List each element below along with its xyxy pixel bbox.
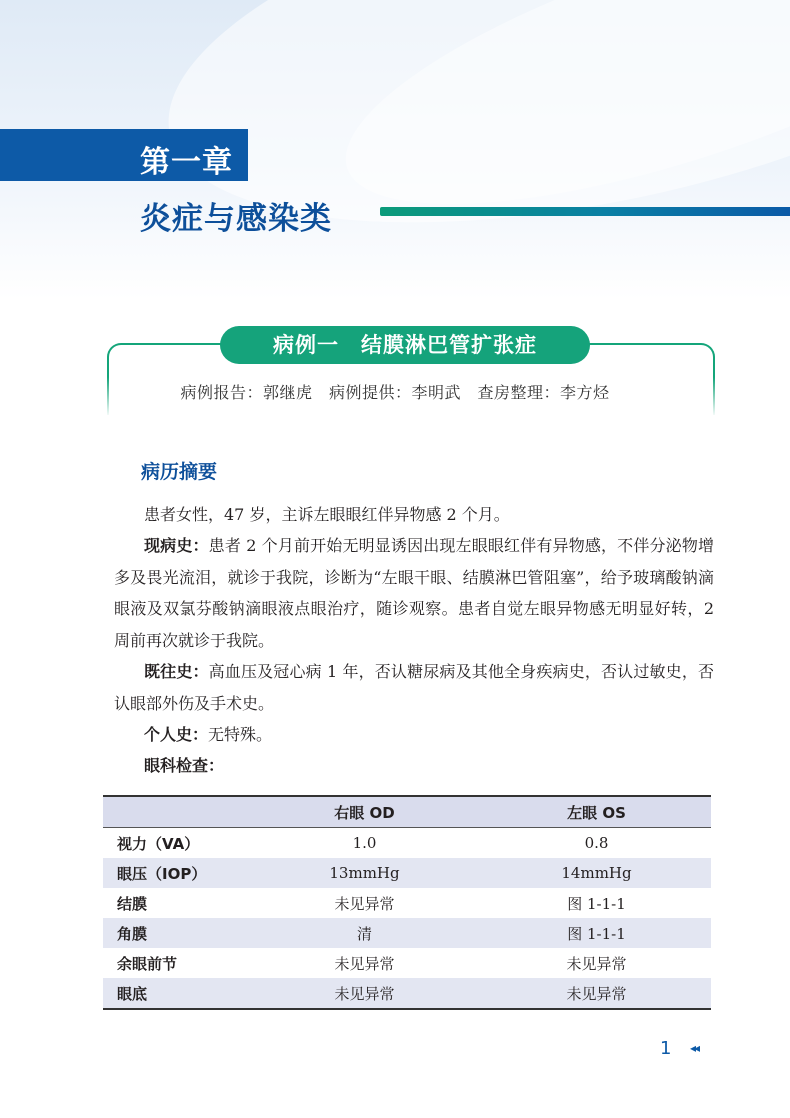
row-label: 眼底: [103, 978, 247, 1009]
page-number: 1: [660, 1038, 672, 1059]
chapter-label-band: [0, 129, 248, 181]
table-row: [103, 918, 711, 948]
personal-history-text: 无特殊。: [208, 725, 273, 744]
case-title-badge: [220, 326, 590, 364]
present-history-label: 现病史：: [144, 536, 209, 555]
personal-history-paragraph: [114, 719, 714, 751]
od-value: 未见异常: [334, 954, 395, 973]
od-value: 清: [247, 918, 482, 948]
page-arrows-icon: ◂◂: [690, 1041, 699, 1055]
od-value: 未见异常: [247, 978, 482, 1009]
table-row: [103, 858, 711, 888]
os-value: 未见异常: [566, 954, 627, 973]
table-row: [103, 978, 711, 1009]
table-header-od: 右眼 OD: [247, 796, 482, 828]
table-header-os: 左眼 OS: [482, 796, 711, 828]
intro-paragraph: [114, 499, 714, 531]
os-value: 14mmHg: [482, 858, 711, 888]
os-value: 图 1-1-1: [482, 918, 711, 948]
row-label: 余眼前节: [117, 954, 178, 973]
table-row: [103, 828, 711, 859]
past-history-text: 高血压及冠心病 1 年，否认糖尿病及其他全身疾病史，否认过敏史，否认眼部外伤及手术史。: [114, 662, 714, 713]
intro-text: 患者女性，47 岁，主诉左眼眼红伴异物感 2 个月。: [144, 505, 510, 524]
row-label: 眼压（IOP）: [103, 858, 247, 888]
table-header-row: [103, 796, 711, 828]
table-row: [103, 948, 711, 978]
os-value: 图 1-1-1: [567, 894, 626, 913]
case-title: 病例一 结膜淋巴管扩张症: [273, 333, 537, 357]
past-history-label: 既往史：: [144, 662, 209, 681]
row-label: 视力（VA）: [117, 834, 200, 853]
table-row: [103, 888, 711, 918]
od-value: 未见异常: [334, 894, 395, 913]
present-history-paragraph: [114, 530, 714, 656]
os-value: 未见异常: [482, 978, 711, 1009]
present-history-text: 患者 2 个月前开始无明显诱因出现左眼眼红伴有异物感，不伴分泌物增多及畏光流泪，就诊于我院，诊断为“左眼干眼、结膜淋巴管阻塞”，给予玻璃酸钠滴眼液及双氯芬酸钠滴眼液点眼治疗，随诊观察。患者自觉左眼异物感无明显好转，2 周前再次就诊于我院。: [114, 536, 714, 650]
os-value: 0.8: [584, 834, 609, 852]
chapter-number: 第一章: [140, 145, 233, 180]
eye-exam-label: 眼科检查：: [144, 756, 225, 775]
od-value: 13mmHg: [247, 858, 482, 888]
personal-history-label: 个人史：: [144, 725, 209, 744]
row-label: 角膜: [103, 918, 247, 948]
eye-exam-table: [103, 795, 711, 1010]
chapter-title: 炎症与感染类: [140, 201, 332, 237]
table-header-blank: [103, 796, 247, 828]
chapter-title-rule: [380, 207, 790, 216]
past-history-paragraph: [114, 656, 714, 719]
eye-exam-paragraph: [114, 750, 714, 782]
case-credits: 病例报告：郭继虎 病例提供：李明武 查房整理：李方烃: [180, 383, 610, 402]
row-label: 结膜: [117, 894, 148, 913]
od-value: 1.0: [352, 834, 377, 852]
section-heading: 病历摘要: [141, 461, 218, 483]
